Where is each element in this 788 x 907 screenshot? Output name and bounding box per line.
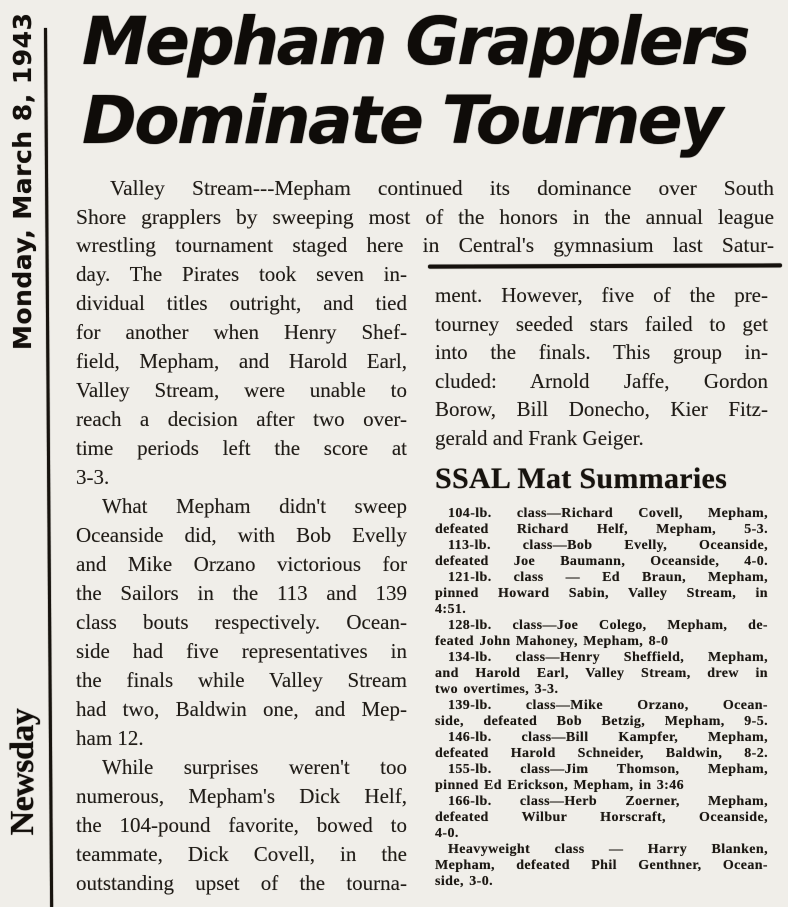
summary-line: defeated Joe Baumann, Oceanside, 4-0. <box>435 554 768 569</box>
summary-entry-134lb <box>435 650 768 698</box>
summary-entry-155lb <box>435 762 768 794</box>
summary-entry-146lb <box>435 730 768 762</box>
body-line: What Mepham didn't sweep <box>102 494 407 518</box>
body-line: the 104-pound favorite, bowed to <box>76 813 407 837</box>
summary-line: 139-lb. class—Mike Orzano, Ocean- <box>448 698 768 713</box>
summary-line: 146-lb. class—Bill Kampfer, Mepham, <box>448 730 768 745</box>
summary-entry-heavyweight <box>435 842 768 890</box>
edition-date-vertical: Monday, March 8, 1943 <box>8 12 37 350</box>
summary-line: 113-lb. class—Bob Evelly, Oceanside, <box>448 538 768 553</box>
margin-column-rule <box>44 28 53 907</box>
summary-line: defeated Wilbur Horscraft, Oceanside, <box>435 810 768 825</box>
summary-line: and Harold Earl, Valley Stream, drew in <box>435 666 768 681</box>
summary-entry-113lb <box>435 538 768 570</box>
headline-line-1: Mepham Grapplers <box>82 3 748 80</box>
left-column <box>76 260 407 898</box>
summary-entry-121lb <box>435 570 768 618</box>
body-line: had two, Baldwin one, and Mep- <box>76 697 407 721</box>
lead-line: Valley Stream---Mepham continued its dominance over South <box>110 176 774 200</box>
body-line: Borow, Bill Donecho, Kier Fitz- <box>435 397 768 421</box>
body-line: dividual titles outright, and tied <box>76 291 407 315</box>
summary-line: defeated Harold Schneider, Baldwin, 8-2. <box>435 746 768 761</box>
article-headline <box>82 2 786 160</box>
summary-entry-104lb <box>435 506 768 538</box>
body-line: into the finals. This group in- <box>435 340 768 364</box>
summary-line: 104-lb. class—Richard Covell, Mepham, <box>448 506 768 521</box>
summary-line: pinned Howard Sabin, Valley Stream, in <box>435 586 768 601</box>
body-line: cluded: Arnold Jaffe, Gordon <box>435 368 768 393</box>
body-line: time periods left the score at <box>76 436 407 460</box>
paragraph <box>76 753 407 898</box>
body-line: teammate, Dick Covell, in the <box>76 842 407 866</box>
mat-summaries <box>435 506 768 890</box>
summary-line: 121-lb. class — Ed Braun, Mepham, <box>448 570 768 585</box>
body-line: 3-3. <box>76 465 110 489</box>
summary-line: side, 3-0. <box>435 874 493 889</box>
summary-line: Mepham, defeated Phil Genthner, Ocean- <box>435 858 768 873</box>
paper-name-vertical: Newsday <box>4 708 41 836</box>
body-line: the Sailors in the 113 and 139 <box>76 581 407 605</box>
summary-entry-128lb <box>435 618 768 650</box>
body-line: Oceanside did, with Bob Evelly <box>76 523 407 547</box>
body-line: the finals while Valley Stream <box>76 668 407 692</box>
paragraph <box>76 492 407 753</box>
body-line: and Mike Orzano victorious for <box>76 552 407 576</box>
body-line: outstanding upset of the tourna- <box>76 871 407 895</box>
summary-entry-139lb <box>435 698 768 730</box>
body-line: gerald and Frank Geiger. <box>435 425 644 450</box>
summary-line: 4:51. <box>435 602 467 617</box>
summary-line: Heavyweight class — Harry Blanken, <box>448 842 768 857</box>
body-line: numerous, Mepham's Dick Helf, <box>76 784 407 808</box>
lead-line: wrestling tournament staged here in Central's gymnasium last Satur- <box>76 233 774 257</box>
body-line: for another when Henry Shef- <box>76 320 407 344</box>
body-line: tourney seeded stars failed to get <box>435 311 768 336</box>
summary-line: 134-lb. class—Henry Sheffield, Mepham, <box>448 650 768 665</box>
summary-line: feated John Mahoney, Mepham, 8-0 <box>435 634 669 649</box>
section-subhead: SSAL Mat Summaries <box>435 462 728 495</box>
summary-line: 155-lb. class—Jim Thomson, Mepham, <box>448 762 768 777</box>
headline-line-2: Dominate Tourney <box>82 82 721 159</box>
lead-paragraph <box>76 174 774 260</box>
paragraph <box>435 281 768 452</box>
summary-entry-166lb <box>435 794 768 842</box>
body-line: ment. However, five of the pre- <box>435 283 768 307</box>
summary-line: 166-lb. class—Herb Zoerner, Mepham, <box>448 794 768 809</box>
body-line: ham 12. <box>76 726 144 750</box>
summary-line: 128-lb. class—Joe Colego, Mepham, de- <box>448 618 768 633</box>
summary-line: pinned Ed Erickson, Mepham, in 3:46 <box>435 778 685 793</box>
body-line: day. The Pirates took seven in- <box>76 262 407 286</box>
column-divider-rule <box>428 263 782 268</box>
summary-line: side, defeated Bob Betzig, Mepham, 9-5. <box>435 714 768 729</box>
body-line: class bouts respectively. Ocean- <box>76 610 407 634</box>
summary-line: defeated Richard Helf, Mepham, 5-3. <box>435 522 768 537</box>
body-line: While surprises weren't too <box>102 755 407 779</box>
lead-line: Shore grapplers by sweeping most of the honors in the annual league <box>76 204 774 229</box>
summary-line: 4-0. <box>435 826 459 841</box>
body-line: reach a decision after two over- <box>76 407 407 431</box>
body-line: side had five representatives in <box>76 639 407 663</box>
body-line: Valley Stream, were unable to <box>76 378 407 402</box>
body-line: field, Mepham, and Harold Earl, <box>76 349 407 373</box>
paragraph <box>76 260 407 492</box>
summary-line: two overtimes, 3-3. <box>435 682 559 697</box>
